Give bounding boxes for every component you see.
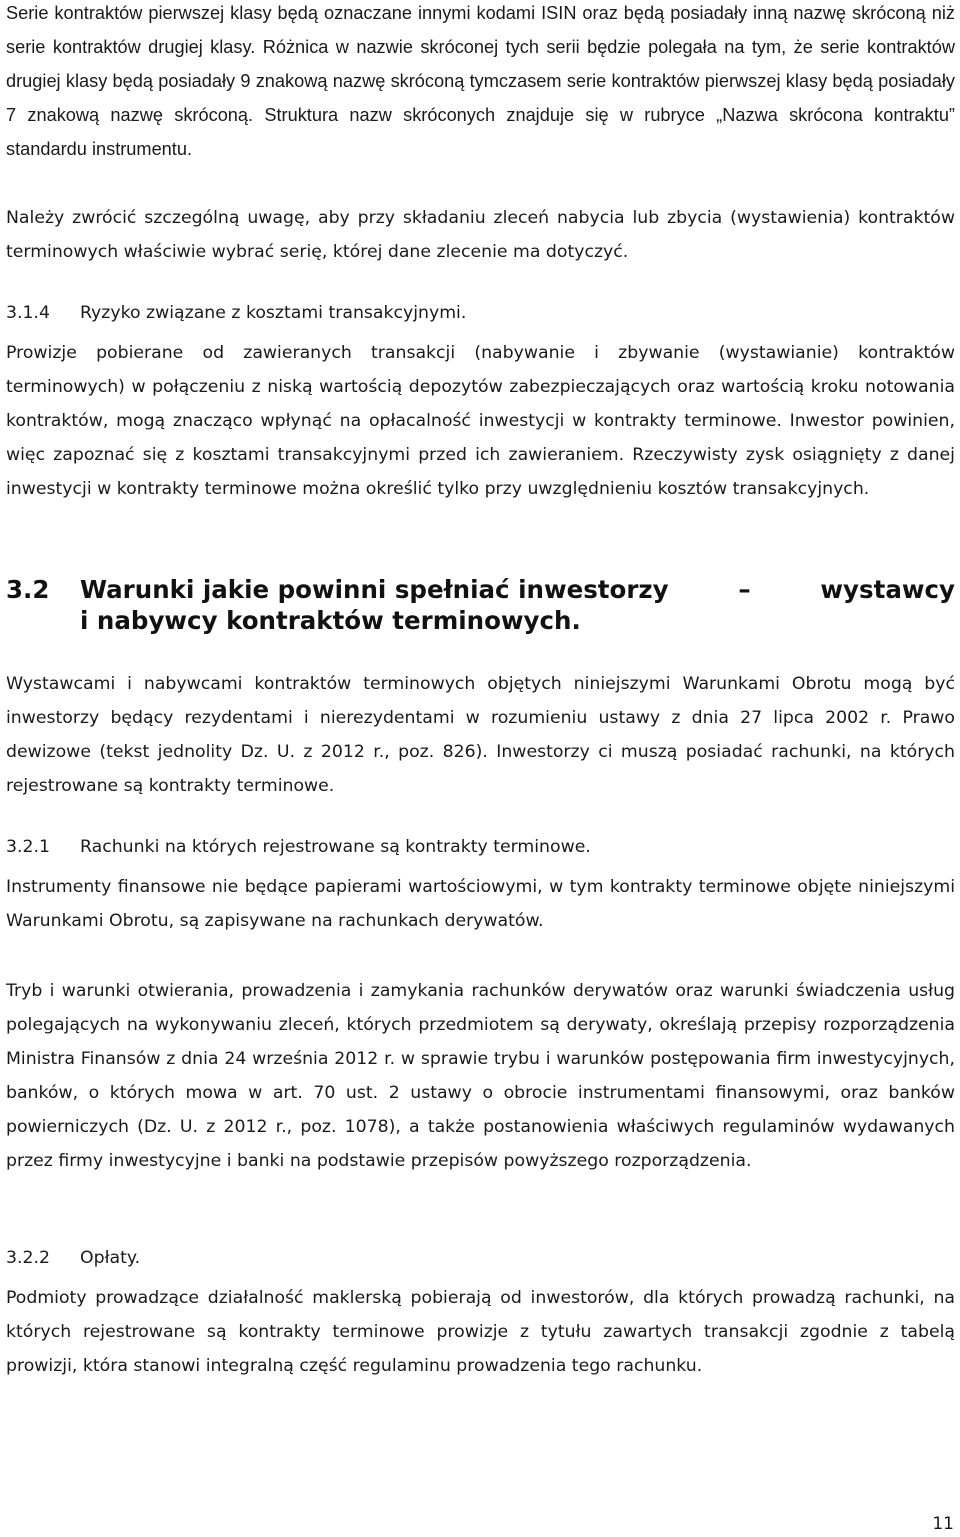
paragraph-account-rules: Tryb i warunki otwierania, prowadzenia i zamykania rachunków derywatów oraz warunki świadczenia usług polegających na wykonywaniu zleceń, których przedmiotem są derywaty, określają przepisy rozporządzenia Ministra Finansów z dnia 24 września 2012 r. w sprawie trybu i warunków postępowania firm inwestycyjnych, banków, o których mowa w art. 70 ust. 2 ustawy o obrocie instrumentami finansowymi, oraz banków powierniczych (Dz. U. z 2012 r., poz. 1078), a także postanowienia właściwych regulaminów wydawanych przez firmy inwestycyjne i banki na podstawie przepisów powyższego rozporządzenia. xyxy=(6,981,955,1171)
section-heading-3-1-4 xyxy=(6,296,955,330)
section-title: Rachunki na których rejestrowane są kontrakty terminowe. xyxy=(80,837,591,857)
section-title-line1-end: wystawcy xyxy=(820,575,955,604)
section-title: Opłaty. xyxy=(80,1248,141,1268)
page-number: 11 xyxy=(932,1514,954,1534)
paragraph-order-warning: Należy zwrócić szczególną uwagę, aby przy składaniu zleceń nabycia lub zbycia (wystawienia) kontraktów terminowych właściwie wybrać serię, której dane zlecenie ma dotyczyć. xyxy=(6,208,955,262)
section-title-line2: i nabywcy kontraktów terminowych. xyxy=(80,606,581,635)
section-title: Ryzyko związane z kosztami transakcyjnymi. xyxy=(80,303,467,323)
section-heading-3-2-2 xyxy=(6,1241,955,1275)
section-heading-3-2-1 xyxy=(6,830,955,864)
section-title-line1: Warunki jakie powinni spełniać inwestorzy xyxy=(80,575,669,604)
section-number: 3.2 xyxy=(6,575,50,604)
paragraph-derivative-accounts: Instrumenty finansowe nie będące papierami wartościowymi, w tym kontrakty terminowe objęte niniejszymi Warunkami Obrotu, są zapisywane na rachunkach derywatów. xyxy=(6,877,955,931)
paragraph-series-classes: Serie kontraktów pierwszej klasy będą oznaczane innymi kodami ISIN oraz będą posiadały inną nazwę skróconą niż serie kontraktów drugiej klasy. Różnica w nazwie skróconej tych serii będzie polegała na tym, że serie kontraktów drugiej klasy będą posiadały 9 znakową nazwę skróconą tymczasem serie kontraktów pierwszej klasy będą posiadały 7 znakową nazwę skróconą. Struktura nazw skróconych znajduje się w rubryce „Nazwa skrócona kontraktu” standardu instrumentu. xyxy=(6,3,955,159)
section-number: 3.2.1 xyxy=(6,837,50,857)
paragraph-transaction-costs: Prowizje pobierane od zawieranych transakcji (nabywanie i zbywanie (wystawianie) kontraktów terminowych) w połączeniu z niską wartością depozytów zabezpieczających oraz wartością kroku notowania kontraktów, mogą znacząco wpłynąć na opłacalność inwestycji w kontrakty terminowe. Inwestor powinien, więc zapoznać się z kosztami transakcyjnymi przed ich zawieraniem. Rzeczywisty zysk osiągnięty z danej inwestycji w kontrakty terminowe można określić tylko przy uwzględnieniu kosztów transakcyjnych. xyxy=(6,343,955,499)
paragraph-issuers-buyers: Wystawcami i nabywcami kontraktów terminowych objętych niniejszymi Warunkami Obrotu mogą być inwestorzy będący rezydentami i nierezydentami w rozumieniu ustawy z dnia 27 lipca 2002 r. Prawo dewizowe (tekst jednolity Dz. U. z 2012 r., poz. 826). Inwestorzy ci muszą posiadać rachunki, na których rejestrowane są kontrakty terminowe. xyxy=(6,674,955,796)
paragraph-fees: Podmioty prowadzące działalność maklerską pobierają od inwestorów, dla których prowadzą rachunki, na których rejestrowane są kontrakty terminowe prowizje z tytułu zawartych transakcji zgodnie z tabelą prowizji, która stanowi integralną część regulaminu prowadzenia tego rachunku. xyxy=(6,1288,955,1376)
section-heading-3-2: 3.2 Warunki jakie powinni spełniać inwestorzy – wystawcy i nabywcy kontraktów terminowych. xyxy=(6,575,955,635)
section-number: 3.2.2 xyxy=(6,1248,50,1268)
section-number: 3.1.4 xyxy=(6,303,50,323)
